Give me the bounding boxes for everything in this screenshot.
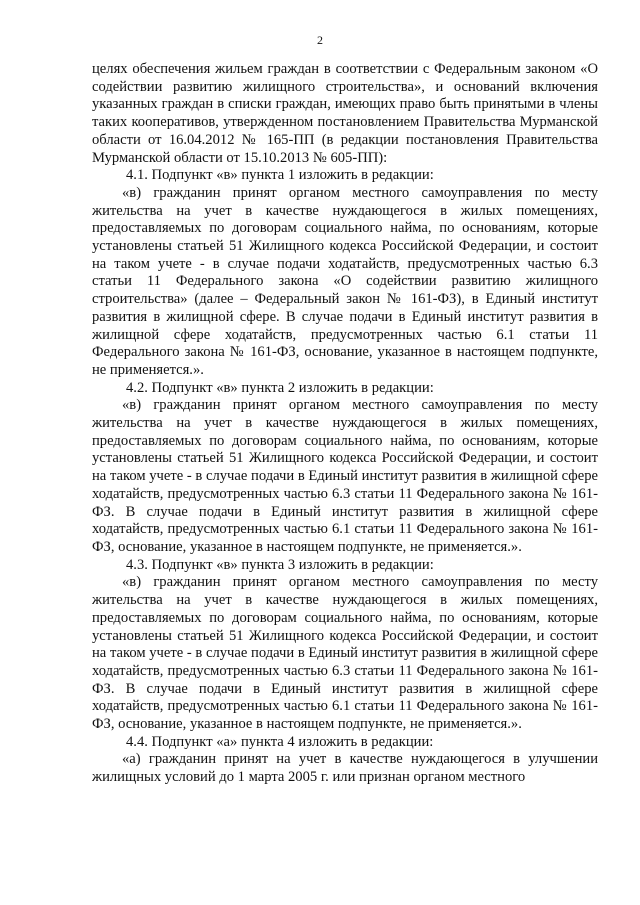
paragraph-4-1-text: «в) гражданин принят органом местного самоуправления по месту жительства на учет в качестве нуждающегося в жилых помещениях, предоставляемых по договорам социального найма, по основаниям, которые установлены статьей 51 Жилищного кодекса Российской Федерации, и состоит на таком учете - в случае подачи ходатайств, предусмотренных частью 6.3 статьи 11 Федерального закона «О содействии развитию жилищного строительства» (далее – Федеральный закон № 161-ФЗ), в Единый институт развития в жилищной сфере. В случае подачи в Единый институт развития в жилищной сфере ходатайств, предусмотренных частью 6.1 статьи 11 Федерального закона № 161-ФЗ, основание, указанное в настоящем подпункте, не применяется.». xyxy=(92,184,598,378)
paragraph-4-2-text: «в) гражданин принят органом местного самоуправления по месту жительства на учет в качестве нуждающегося в жилых помещениях, предоставляемых по договорам социального найма, по основаниям, которые установлены статьей 51 Жилищного кодекса Российской Федерации, и состоит на таком учете - в случае подачи в Единый институт развития в жилищной сфере ходатайств, предусмотренных частью 6.3 статьи 11 Федерального закона № 161-ФЗ. В случае подачи в Единый институт развития в жилищной сфере ходатайств, предусмотренных частью 6.1 статьи 11 Федерального закона № 161-ФЗ, основание, указанное в настоящем подпункте, не применяется.». xyxy=(92,397,598,555)
paragraph-intro: целях обеспечения жильем граждан в соответствии с Федеральным законом «О содействии развитию жилищного строительства», и оснований включения указанных граждан в списки граждан, имеющих право быть принятыми в члены таких кооперативов, утвержденном постановлением Правительства Мурманской области от 16.04.2012 № 165-ПП (в редакции постановления Правительства Мурманской области от 15.10.2013 № 605-ПП): xyxy=(92,61,598,166)
paragraph-4-4-text: «а) гражданин принят на учет в качестве нуждающегося в улучшении жилищных условий до 1 марта 2005 г. или признан органом местного xyxy=(92,751,598,786)
paragraph-4-1-heading: 4.1. Подпункт «в» пункта 1 изложить в редакции: xyxy=(126,167,434,184)
paragraph-4-3-heading: 4.3. Подпункт «в» пункта 3 изложить в редакции: xyxy=(126,556,434,573)
paragraph-4-4-heading: 4.4. Подпункт «а» пункта 4 изложить в редакции: xyxy=(126,733,434,750)
page-number: 2 xyxy=(317,33,323,47)
paragraph-4-3-text: «в) гражданин принят органом местного самоуправления по месту жительства на учет в качестве нуждающегося в жилых помещениях, предоставляемых по договорам социального найма, по основаниям, которые установлены статьей 51 Жилищного кодекса Российской Федерации, и состоит на таком учете - в случае подачи в Единый институт развития в жилищной сфере ходатайств, предусмотренных частью 6.3 статьи 11 Федерального закона № 161-ФЗ. В случае подачи в Единый институт развития в жилищной сфере ходатайств, предусмотренных частью 6.1 статьи 11 Федерального закона № 161-ФЗ, основание, указанное в настоящем подпункте, не применяется.». xyxy=(92,574,598,733)
document-body xyxy=(92,61,598,787)
paragraph-4-2-heading: 4.2. Подпункт «в» пункта 2 изложить в редакции: xyxy=(126,379,434,396)
